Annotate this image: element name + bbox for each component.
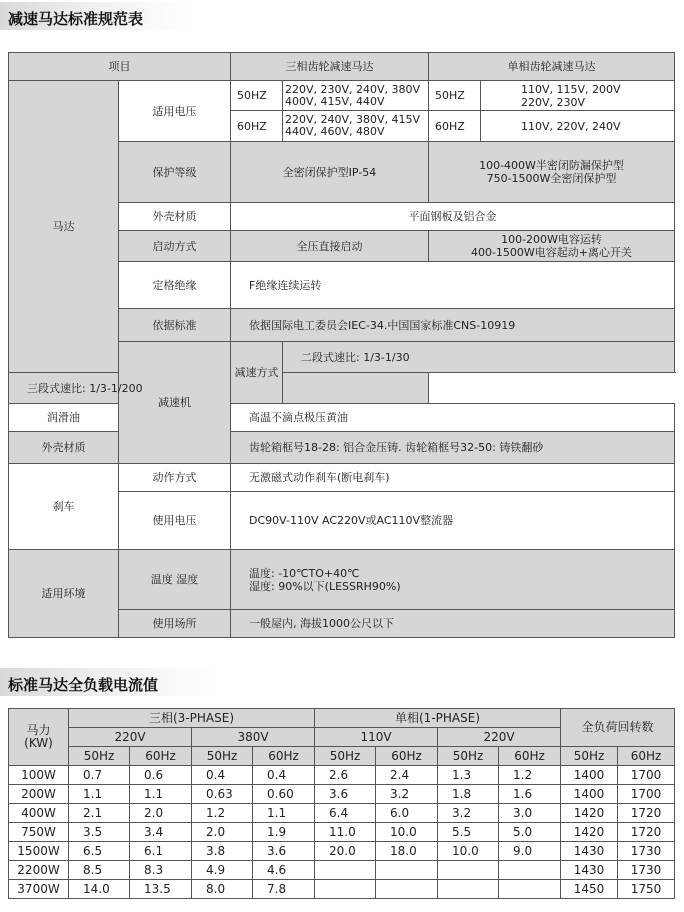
table-row (9, 804, 675, 823)
value-cell (315, 880, 376, 899)
reducer-method-label: 减速方式 (231, 342, 283, 404)
standard-label: 依据标准 (119, 309, 231, 342)
protection-single-phase: 100-400W半密闭防漏保护型 750-1500W全密闭保护型 (429, 142, 675, 203)
header-item: 项目 (9, 53, 231, 81)
value-cell: 3.6 (253, 842, 315, 861)
spec-table (8, 52, 675, 638)
value-cell: 1430 (561, 842, 618, 861)
hz-row (9, 747, 675, 766)
power-cell: 100W (9, 766, 69, 785)
tp-50hz-voltages: 220V, 230V, 240V, 380V 400V, 415V, 440V (283, 81, 429, 111)
value-cell: 0.4 (192, 766, 253, 785)
value-cell (376, 880, 438, 899)
value-cell: 1750 (618, 880, 675, 899)
single-phase-header: 单相(1-PHASE) (315, 709, 561, 728)
value-cell: 4.9 (192, 861, 253, 880)
temp-label: 温度 湿度 (119, 550, 231, 610)
hz-header-cell: 60Hz (253, 747, 315, 766)
value-cell: 3.2 (438, 804, 499, 823)
value-cell: 10.0 (376, 823, 438, 842)
table-row (9, 766, 675, 785)
value-cell: 1.1 (130, 785, 192, 804)
value-cell: 8.0 (192, 880, 253, 899)
value-cell: 9.0 (499, 842, 561, 861)
value-cell: 8.3 (130, 861, 192, 880)
value-cell: 1700 (618, 766, 675, 785)
reducer-housing-label: 外壳材质 (9, 432, 119, 464)
start-single-phase: 100-200W电容运转 400-1500W电容起动+离心开关 (429, 231, 675, 262)
reducer-method-three-stage: 三段式速比: 1/3-1/200 (9, 373, 429, 404)
value-cell: 2.6 (315, 766, 376, 785)
group-reducer: 减速机 (119, 342, 231, 464)
power-cell: 200W (9, 785, 69, 804)
oil-label: 润滑油 (9, 404, 119, 432)
sp-50hz-voltages: 110V, 115V, 200V 220V, 230V (481, 81, 675, 111)
value-cell: 1.2 (499, 766, 561, 785)
sp-60hz: 60HZ (429, 111, 481, 142)
brake-action-value: 无激磁式动作刹车(断电刹车) (231, 464, 675, 492)
tp-50hz: 50HZ (231, 81, 283, 111)
value-cell: 1450 (561, 880, 618, 899)
group-motor: 马达 (9, 81, 119, 373)
hz-header-cell: 50Hz (438, 747, 499, 766)
value-cell: 11.0 (315, 823, 376, 842)
value-cell: 6.1 (130, 842, 192, 861)
current-table-title: 标准马达全负载电流值 (8, 676, 159, 694)
value-cell: 14.0 (69, 880, 130, 899)
value-cell: 1.9 (253, 823, 315, 842)
hz-header-cell: 60Hz (130, 747, 192, 766)
v380-header: 380V (192, 728, 315, 747)
sp-60hz-voltages: 110V, 220V, 240V (481, 111, 675, 142)
value-cell: 2.4 (376, 766, 438, 785)
power-cell: 1500W (9, 842, 69, 861)
header-three-phase: 三相齿轮减速马达 (231, 53, 429, 81)
value-cell: 1.1 (253, 804, 315, 823)
value-cell: 1420 (561, 804, 618, 823)
value-cell: 1420 (561, 823, 618, 842)
v220b-header: 220V (438, 728, 561, 747)
value-cell: 1730 (618, 861, 675, 880)
value-cell: 18.0 (376, 842, 438, 861)
power-cell: 2200W (9, 861, 69, 880)
temp-value: 温度: -10℃TO+40℃ 湿度: 90%以下(LESSRH90%) (231, 550, 675, 610)
value-cell: 1400 (561, 785, 618, 804)
table-row (9, 842, 675, 861)
tp-60hz-voltages: 220V, 240V, 380V, 415V 440V, 460V, 480V (283, 111, 429, 142)
value-cell: 3.2 (376, 785, 438, 804)
value-cell: 8.5 (69, 861, 130, 880)
protection-three-phase: 全密闭保护型IP-54 (231, 142, 429, 203)
standard-value: 依据国际电工委员会IEC-34.中国国家标准CNS-10919 (231, 309, 675, 342)
voltage-label: 适用电压 (119, 81, 231, 142)
current-table (8, 708, 675, 899)
hp-header: 马力 (KW) (9, 709, 69, 766)
table-row (9, 861, 675, 880)
value-cell: 1.8 (438, 785, 499, 804)
rpm-header: 全负荷回转数 (561, 709, 675, 747)
value-cell: 1.1 (69, 785, 130, 804)
value-cell: 6.5 (69, 842, 130, 861)
value-cell: 3.6 (315, 785, 376, 804)
value-cell (376, 861, 438, 880)
value-cell (315, 861, 376, 880)
value-cell: 5.0 (499, 823, 561, 842)
three-phase-header: 三相(3-PHASE) (69, 709, 315, 728)
value-cell: 10.0 (438, 842, 499, 861)
value-cell: 1720 (618, 804, 675, 823)
start-label: 启动方式 (119, 231, 231, 262)
value-cell: 1.6 (499, 785, 561, 804)
table-row (9, 823, 675, 842)
hz-header-cell: 60Hz (618, 747, 675, 766)
hz-header-cell: 60Hz (376, 747, 438, 766)
value-cell: 5.5 (438, 823, 499, 842)
group-brake: 刹车 (9, 464, 119, 550)
housing-label: 外壳材质 (119, 203, 231, 231)
place-label: 使用场所 (119, 610, 231, 638)
brake-voltage-label: 使用电压 (119, 492, 231, 550)
value-cell (499, 880, 561, 899)
value-cell (499, 861, 561, 880)
value-cell: 1430 (561, 861, 618, 880)
value-cell: 0.7 (69, 766, 130, 785)
place-value: 一般屋内, 海拔1000公尺以下 (231, 610, 675, 638)
value-cell: 0.60 (253, 785, 315, 804)
value-cell: 4.6 (253, 861, 315, 880)
value-cell: 0.4 (253, 766, 315, 785)
hz-header-cell: 50Hz (561, 747, 618, 766)
reducer-method-two-stage: 二段式速比: 1/3-1/30 (283, 342, 675, 373)
oil-value: 高温不滴点极压黄油 (231, 404, 675, 432)
value-cell: 2.1 (69, 804, 130, 823)
value-cell: 6.0 (376, 804, 438, 823)
value-cell: 3.4 (130, 823, 192, 842)
value-cell: 2.0 (130, 804, 192, 823)
value-cell: 7.8 (253, 880, 315, 899)
value-cell (438, 861, 499, 880)
hz-header-cell: 50Hz (69, 747, 130, 766)
value-cell: 6.4 (315, 804, 376, 823)
start-three-phase: 全压直接启动 (231, 231, 429, 262)
value-cell: 0.6 (130, 766, 192, 785)
spec-table-title: 减速马达标准规范表 (8, 10, 144, 28)
value-cell: 3.0 (499, 804, 561, 823)
value-cell: 1400 (561, 766, 618, 785)
value-cell: 3.8 (192, 842, 253, 861)
brake-voltage-value: DC90V-110V AC220V或AC110V整流器 (231, 492, 675, 550)
value-cell: 3.5 (69, 823, 130, 842)
group-environment: 适用环境 (9, 550, 119, 638)
hz-header-cell: 60Hz (499, 747, 561, 766)
hz-header-cell: 50Hz (315, 747, 376, 766)
value-cell: 0.63 (192, 785, 253, 804)
value-cell: 1.3 (438, 766, 499, 785)
v110-header: 110V (315, 728, 438, 747)
hz-header-cell: 50Hz (192, 747, 253, 766)
value-cell: 2.0 (192, 823, 253, 842)
power-cell: 3700W (9, 880, 69, 899)
power-cell: 750W (9, 823, 69, 842)
housing-value: 平面钢板及铝合金 (231, 203, 675, 231)
table-row (9, 785, 675, 804)
insulation-label: 定格绝缘 (119, 262, 231, 309)
header-single-phase: 单相齿轮减速马达 (429, 53, 675, 81)
protection-label: 保护等级 (119, 142, 231, 203)
value-cell: 13.5 (130, 880, 192, 899)
value-cell: 1700 (618, 785, 675, 804)
power-cell: 400W (9, 804, 69, 823)
insulation-value: F绝缘连续运转 (231, 262, 675, 309)
value-cell: 1.2 (192, 804, 253, 823)
tp-60hz: 60HZ (231, 111, 283, 142)
value-cell: 20.0 (315, 842, 376, 861)
v220-header: 220V (69, 728, 192, 747)
brake-action-label: 动作方式 (119, 464, 231, 492)
value-cell (438, 880, 499, 899)
table-row (9, 880, 675, 899)
value-cell: 1730 (618, 842, 675, 861)
reducer-housing-value: 齿轮箱框号18-28: 铝合金压铸. 齿轮箱框号32-50: 铸铁翻砂 (231, 432, 675, 464)
sp-50hz: 50HZ (429, 81, 481, 111)
value-cell: 1720 (618, 823, 675, 842)
